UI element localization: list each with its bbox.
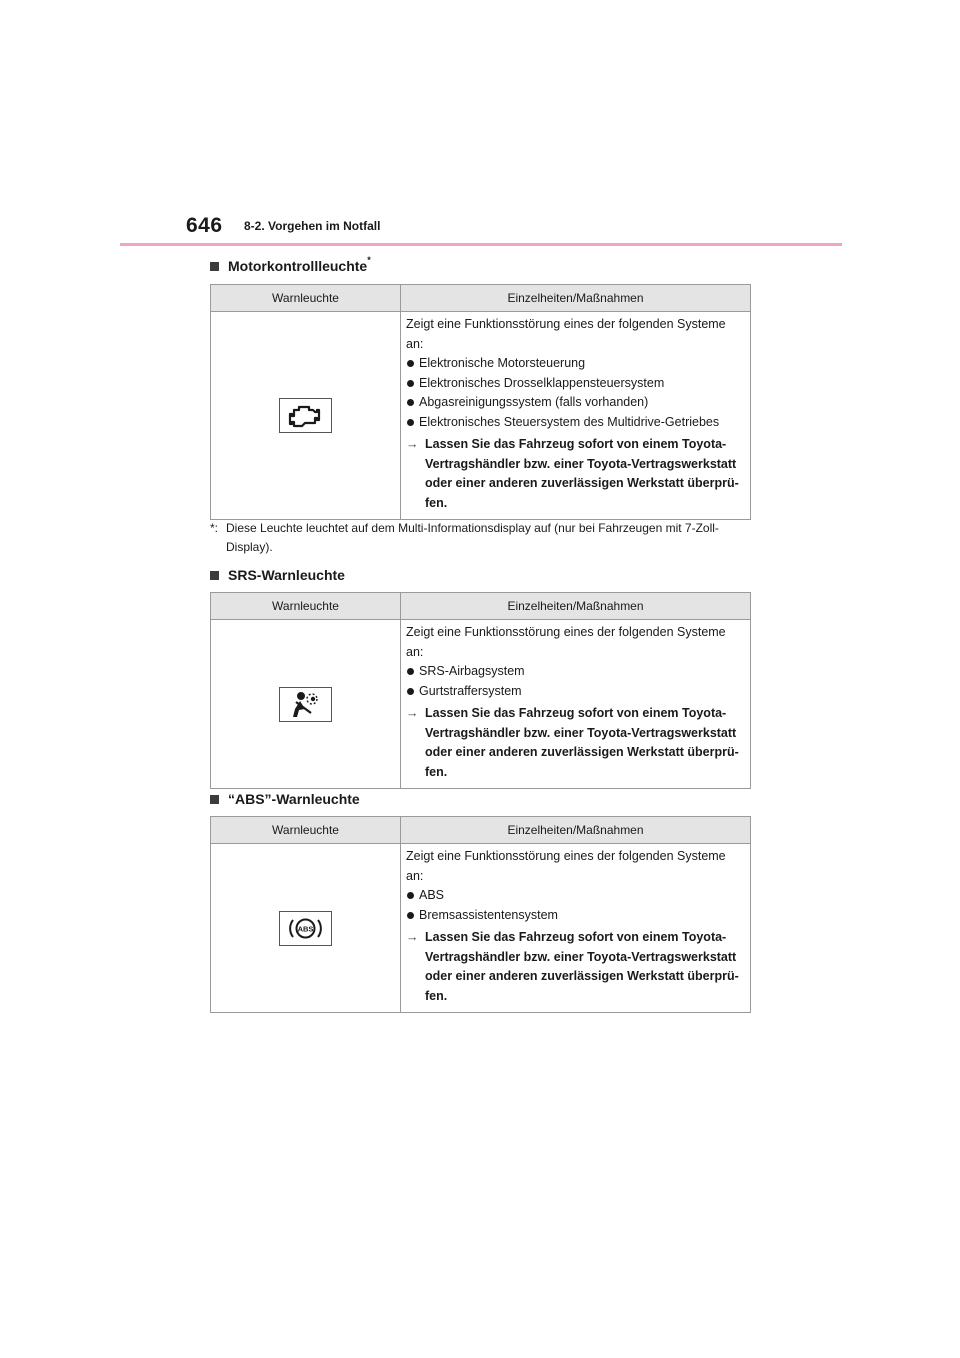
page-number: 646 (186, 214, 223, 237)
details-cell (401, 620, 751, 789)
srs-airbag-icon (279, 687, 332, 722)
chapter-title: 8-2. Vorgehen im Notfall (244, 219, 381, 233)
warning-table (210, 284, 751, 520)
footnote (210, 519, 750, 557)
column-header-details: Einzelheiten/Maßnahmen (401, 593, 751, 620)
warning-light-cell (211, 620, 401, 789)
section-abs (210, 789, 750, 1003)
details-intro: Zeigt eine Funktionsstörung eines der folgenden Systeme an: (406, 625, 726, 659)
warning-light-cell (211, 312, 401, 520)
footnote-text: Diese Leuchte leuchtet auf dem Multi-Informationsdisplay auf (nur bei Fahrzeugen mit 7-Zoll-Display). (226, 521, 719, 554)
section-title (210, 256, 750, 276)
section-title (210, 565, 750, 585)
arrow-icon: → (406, 930, 419, 944)
details-intro: Zeigt eine Funktionsstörung eines der folgenden Systeme an: (406, 849, 726, 883)
list-item: Elektronisches Drosselklappensteuersystem (406, 374, 746, 394)
column-header-details: Einzelheiten/Maßnahmen (401, 817, 751, 844)
header-divider (120, 243, 842, 246)
action-instruction (406, 928, 746, 1006)
section-check-engine (210, 255, 750, 510)
square-bullet-icon (210, 795, 219, 804)
system-list (406, 354, 746, 432)
arrow-icon: → (406, 706, 419, 720)
abs-icon-label: ABS (297, 924, 314, 933)
list-item: Gurtstraffersystem (406, 682, 746, 702)
section-title (210, 789, 750, 809)
list-item: Abgasreinigungssystem (falls vorhanden) (406, 393, 746, 413)
action-instruction (406, 704, 746, 782)
warning-table (210, 592, 751, 789)
system-list (406, 662, 746, 701)
list-item: Elektronische Motorsteuerung (406, 354, 746, 374)
abs-icon (279, 911, 332, 946)
action-text: Lassen Sie das Fahrzeug sofort von einem Toyota-Vertragshändler bzw. einer Toyota-Vertragswerkstatt oder einer anderen zuverlässigen Werkstatt überprü-fen. (425, 930, 739, 1003)
section-title-text: SRS-Warnleuchte (228, 567, 345, 583)
footnote-marker: * (367, 255, 371, 265)
column-header-warning-light: Warnleuchte (211, 817, 401, 844)
column-header-warning-light: Warnleuchte (211, 593, 401, 620)
list-item: Bremsassistentensystem (406, 906, 746, 926)
list-item: SRS-Airbagsystem (406, 662, 746, 682)
details-cell (401, 844, 751, 1013)
arrow-icon: → (406, 437, 419, 451)
action-text: Lassen Sie das Fahrzeug sofort von einem Toyota-Vertragshändler bzw. einer Toyota-Vertragswerkstatt oder einer anderen zuverlässigen Werkstatt überprü-fen. (425, 437, 739, 510)
section-title-text: Motorkontrollleuchte (228, 258, 368, 274)
action-text: Lassen Sie das Fahrzeug sofort von einem Toyota-Vertragshändler bzw. einer Toyota-Vertragswerkstatt oder einer anderen zuverlässigen Werkstatt überprü-fen. (425, 706, 739, 779)
column-header-warning-light: Warnleuchte (211, 285, 401, 312)
section-srs (210, 565, 750, 779)
warning-table (210, 816, 751, 1013)
check-engine-icon (279, 398, 332, 433)
footnote-mark: *: (210, 521, 219, 535)
details-intro: Zeigt eine Funktionsstörung eines der folgenden Systeme an: (406, 317, 726, 351)
details-cell (401, 312, 751, 520)
list-item: ABS (406, 886, 746, 906)
square-bullet-icon (210, 262, 219, 271)
action-instruction (406, 435, 746, 513)
column-header-details: Einzelheiten/Maßnahmen (401, 285, 751, 312)
system-list (406, 886, 746, 925)
square-bullet-icon (210, 571, 219, 580)
section-title-text: “ABS”-Warnleuchte (228, 791, 360, 807)
warning-light-cell (211, 844, 401, 1013)
list-item: Elektronisches Steuersystem des Multidrive-Getriebes (406, 413, 746, 433)
